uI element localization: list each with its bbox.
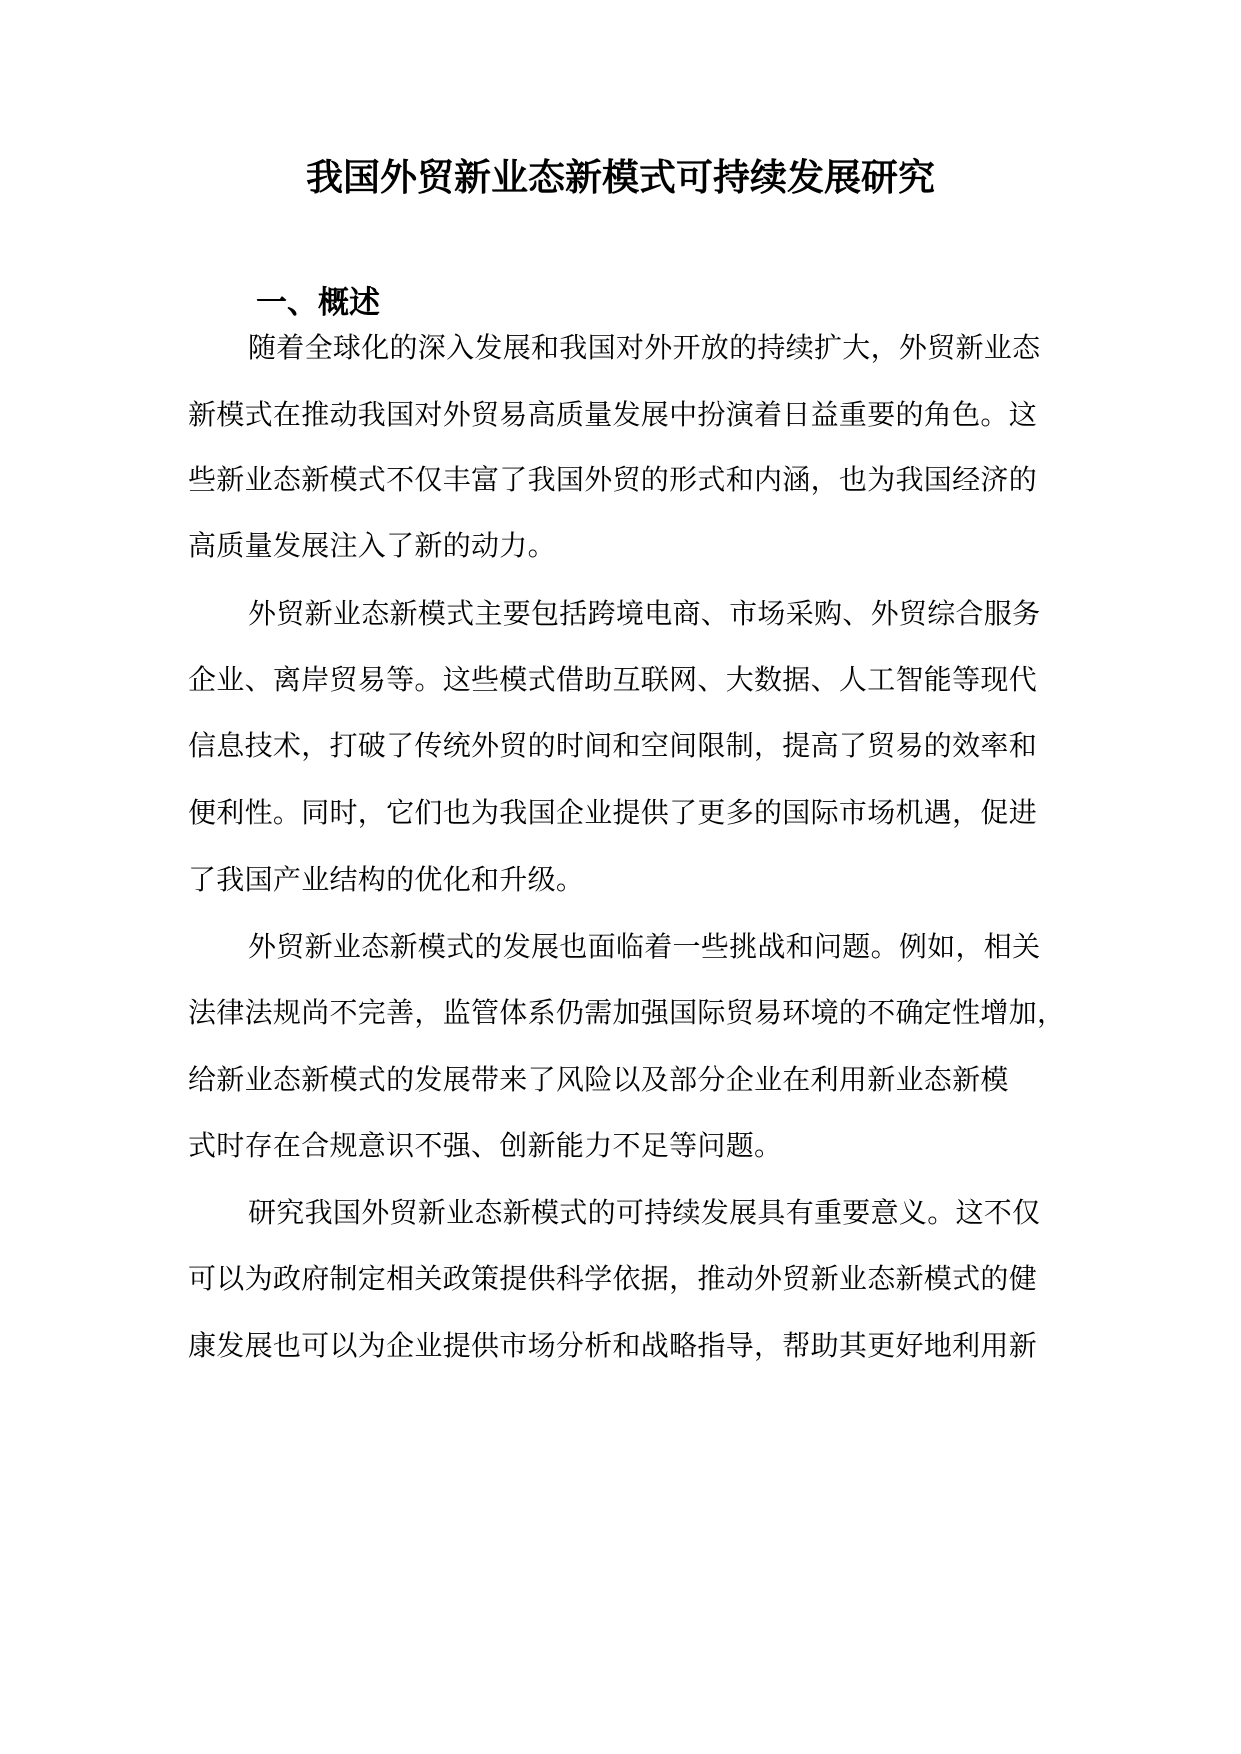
body-line: 信息技术，打破了传统外贸的时间和空间限制，提高了贸易的效率和: [188, 729, 1038, 762]
body-line: 随着全球化的深入发展和我国对外开放的持续扩大，外贸新业态: [248, 331, 1041, 364]
document-title: 我国外贸新业态新模式可持续发展研究: [306, 156, 935, 199]
body-line: 些新业态新模式不仅丰富了我国外贸的形式和内涵，也为我国经济的: [188, 463, 1038, 496]
body-line: 可以为政府制定相关政策提供科学依据，推动外贸新业态新模式的健: [188, 1262, 1038, 1295]
body-line: 高质量发展注入了新的动力。: [188, 529, 556, 562]
body-line: 给新业态新模式的发展带来了风险以及部分企业在利用新业态新模: [188, 1063, 1009, 1096]
body-line: 法律法规尚不完善，监管体系仍需加强国际贸易环境的不确定性增加，: [188, 996, 1066, 1029]
body-line: 康发展也可以为企业提供市场分析和战略指导，帮助其更好地利用新: [188, 1329, 1038, 1362]
body-line: 新模式在推动我国对外贸易高质量发展中扮演着日益重要的角色。这: [188, 398, 1038, 431]
body-line: 式时存在合规意识不强、创新能力不足等问题。: [188, 1129, 783, 1162]
body-line: 企业、离岸贸易等。这些模式借助互联网、大数据、人工智能等现代: [188, 663, 1038, 696]
body-line: 便利性。同时，它们也为我国企业提供了更多的国际市场机遇，促进: [188, 796, 1038, 829]
body-line: 研究我国外贸新业态新模式的可持续发展具有重要意义。这不仅: [248, 1196, 1041, 1229]
body-line: 外贸新业态新模式的发展也面临着一些挑战和问题。例如，相关: [248, 930, 1041, 963]
section-heading: 一、概述: [256, 285, 380, 321]
body-line: 了我国产业结构的优化和升级。: [188, 863, 585, 896]
body-line: 外贸新业态新模式主要包括跨境电商、市场采购、外贸综合服务: [248, 597, 1041, 630]
